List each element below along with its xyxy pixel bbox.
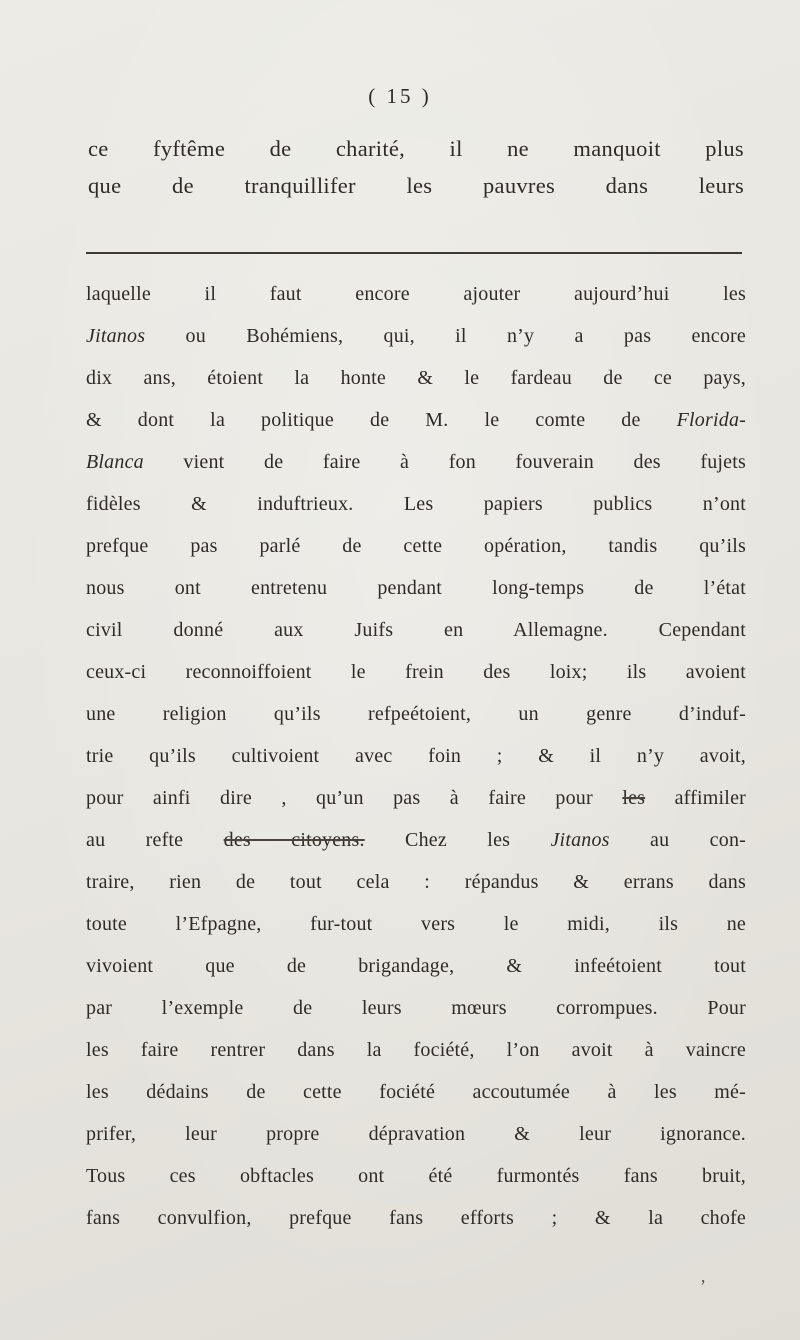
- text-segment: Jitanos: [86, 325, 146, 347]
- text-line: [86, 735, 746, 777]
- text-line: [86, 693, 746, 735]
- text-line: [86, 1155, 746, 1197]
- text-segment: Blanca: [86, 451, 144, 473]
- text-segment: ou Bohémiens, qui, il n’y a pas encore: [145, 325, 746, 347]
- footnote-divider: [86, 252, 742, 254]
- text-line: [86, 357, 746, 399]
- text-line: [86, 609, 746, 651]
- text-line: [86, 651, 746, 693]
- text-segment: vient de faire à fon fouverain des fujets: [143, 451, 746, 473]
- text-segment: prifer, leur propre dépravation & leur ignorance.: [86, 1123, 746, 1145]
- text-segment: au con-: [609, 829, 746, 851]
- text-segment: pour ainfi dire , qu’un pas à faire pour: [86, 787, 623, 809]
- text-line: [86, 567, 746, 609]
- text-segment: une religion qu’ils refpeétoient, un genre d’induf-: [86, 703, 746, 725]
- text-line: [88, 130, 744, 167]
- text-line: [86, 1113, 746, 1155]
- text-line: [86, 441, 746, 483]
- footnote-text: [86, 273, 746, 1239]
- text-segment: au refte: [86, 829, 224, 851]
- text-segment: les: [622, 787, 646, 809]
- text-segment: trie qu’ils cultivoient avec foin ; & il n’y avoit,: [86, 745, 746, 767]
- main-text: [88, 130, 744, 204]
- text-segment: par l’exemple de leurs mœurs corrompues. Pour: [86, 997, 746, 1019]
- text-segment: affimiler: [645, 787, 747, 809]
- text-line: [88, 167, 744, 204]
- text-segment: civil donné aux Juifs en Allemagne. Cependant: [86, 619, 746, 641]
- text-segment: prefque pas parlé de cette opération, tandis qu’ils: [86, 535, 746, 557]
- text-segment: fans convulfion, prefque fans efforts ; & la chofe: [86, 1207, 746, 1229]
- text-line: [86, 315, 746, 357]
- text-segment: vivoient que de brigandage, & infeétoient tout: [86, 955, 746, 977]
- text-segment: Florida-: [676, 409, 746, 431]
- text-segment: dix ans, étoient la honte & le fardeau de ce pays,: [86, 367, 746, 389]
- text-segment: les faire rentrer dans la fociété, l’on avoit à vaincre: [86, 1039, 746, 1061]
- text-line: [86, 903, 746, 945]
- text-line: [86, 1029, 746, 1071]
- text-segment: que de tranquillifer les pauvres dans leurs: [88, 173, 744, 198]
- text-segment: ceux-ci reconnoiffoient le frein des loix; ils avoient: [86, 661, 746, 683]
- text-segment: nous ont entretenu pendant long-temps de l’état: [86, 577, 746, 599]
- text-line: [86, 861, 746, 903]
- text-line: [86, 1197, 746, 1239]
- text-line: [86, 1071, 746, 1113]
- text-line: [86, 483, 746, 525]
- text-segment: fidèles & induftrieux. Les papiers publics n’ont: [86, 493, 746, 515]
- text-line: [86, 273, 746, 315]
- text-segment: toute l’Efpagne, fur-tout vers le midi, ils ne: [86, 913, 746, 935]
- ink-fleck: ’: [700, 1276, 706, 1296]
- text-segment: ce fyftême de charité, il ne manquoit plus: [88, 136, 744, 161]
- text-line: [86, 945, 746, 987]
- text-segment: & dont la politique de M. le comte de: [86, 409, 677, 431]
- page-number: ( 15 ): [368, 84, 432, 108]
- text-segment: les dédains de cette fociété accoutumée à les mé-: [86, 1081, 746, 1103]
- text-line: [86, 399, 746, 441]
- text-segment: Tous ces obftacles ont été furmontés fans bruit,: [86, 1165, 746, 1187]
- text-line: [86, 819, 746, 861]
- text-line: [86, 525, 746, 567]
- text-segment: traire, rien de tout cela : répandus & errans dans: [86, 871, 746, 893]
- text-segment: Chez les: [364, 829, 551, 851]
- text-line: [86, 987, 746, 1029]
- text-segment: des citoyens.: [223, 829, 365, 851]
- text-segment: laquelle il faut encore ajouter aujourd’hui les: [86, 283, 746, 305]
- text-segment: Jitanos: [550, 829, 610, 851]
- text-line: [86, 777, 746, 819]
